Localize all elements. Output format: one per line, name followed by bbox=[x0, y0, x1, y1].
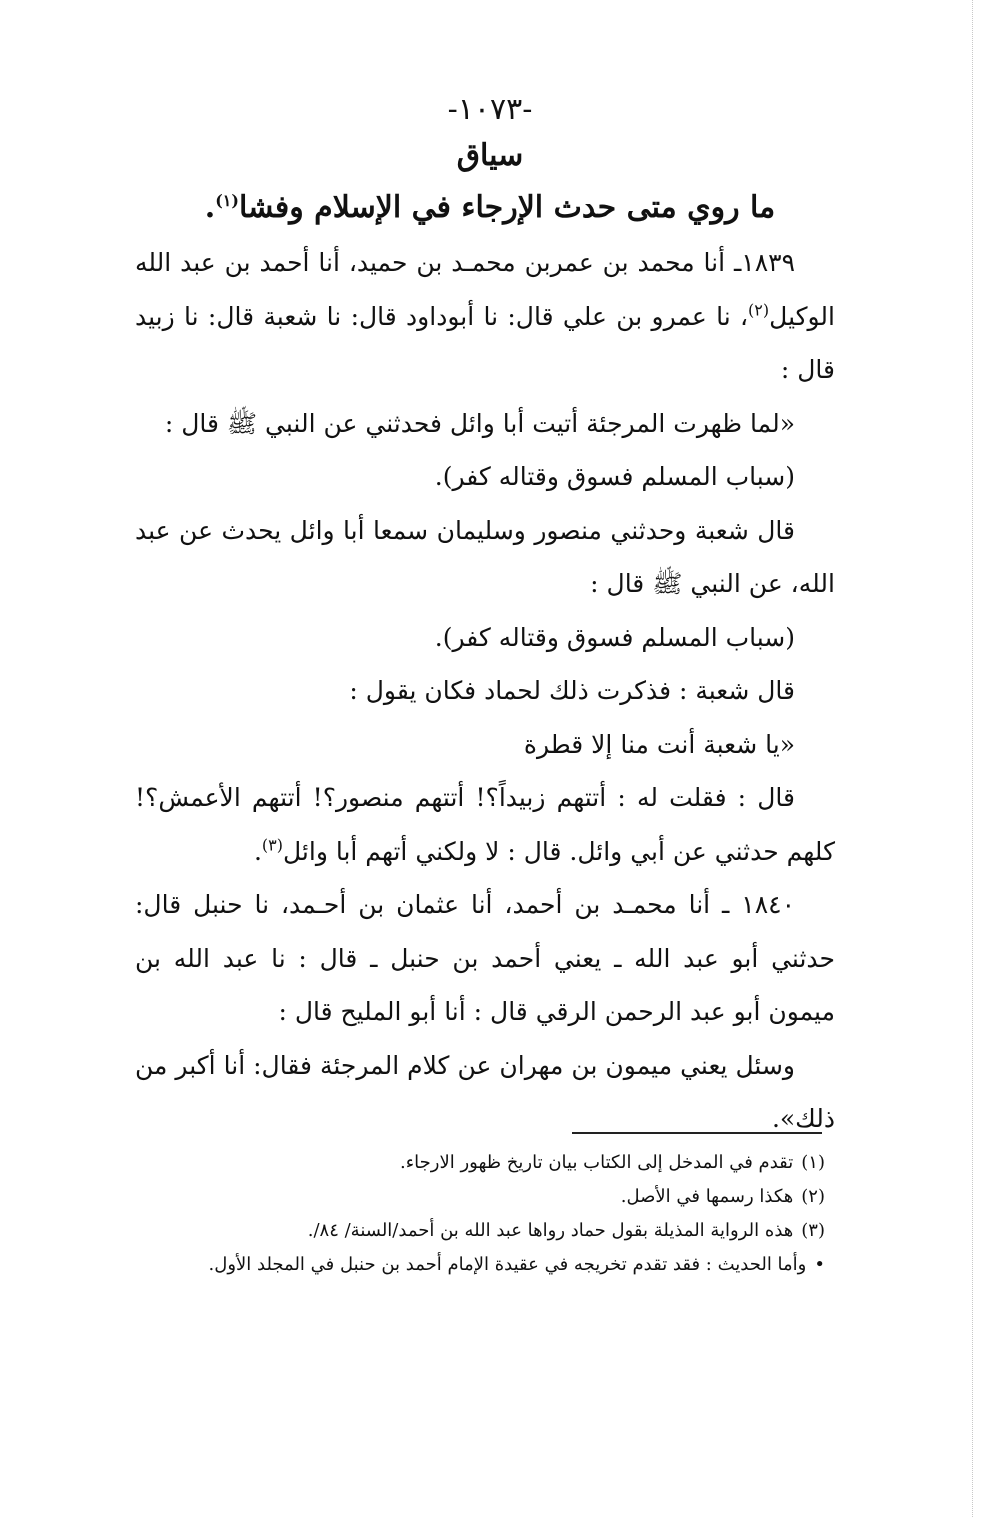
paragraph-1839-text-b: ، نا عمرو بن علي قال: نا أبوداود قال: نا شعبة قال: نا زبيد قال : bbox=[135, 301, 835, 384]
narration-shuba: قال شعبة وحدثني منصور وسليمان سمعا أبا وائل يحدث عن عبد الله، عن النبي ﷺ قال : bbox=[135, 515, 835, 598]
paragraph-1840: ١٨٤٠ ـ أنا محمـد بن أحمد، أنا عثمان بن أحـمد، نا حنبل قال: حدثني أبو عبد الله ـ يعني أحمد بن حنبل ـ قال : نا عبد الله بن ميمون أبو عبد الرحمن الرقي قال : أنا أبو المليح قال : bbox=[135, 890, 835, 1026]
hadith-text-1: (سباب المسلم فسوق وقتاله كفر). bbox=[434, 462, 795, 491]
chapter-footnote-ref: (١) bbox=[215, 191, 239, 210]
footnote-4-marker: • bbox=[814, 1254, 825, 1275]
footnote-ref-3: (٣) bbox=[261, 835, 283, 855]
maymun-quote: وسئل يعني ميمون بن مهران عن كلام المرجئة فقال: أنا أكبر من ذلك». bbox=[135, 1050, 835, 1133]
footnote-3-text: هذه الرواية المذيلة بقول حماد رواها عبد الله بن أحمد/السنة/ ٨٤/. bbox=[307, 1220, 794, 1241]
section-title: سياق bbox=[456, 138, 524, 173]
page-edge-line bbox=[972, 0, 973, 1517]
chapter-title-text: ما روي متى حدث الإرجاء في الإسلام وفشا bbox=[238, 190, 776, 225]
footnotes bbox=[135, 1146, 825, 1282]
footnote-1-marker: (١) bbox=[801, 1152, 825, 1173]
footnote-2-text: هكذا رسمها في الأصل. bbox=[620, 1186, 794, 1207]
footnote-4-text: وأما الحديث : فقد تقدم تخريجه في عقيدة الإمام أحمد بن حنبل في المجلد الأول. bbox=[208, 1254, 807, 1275]
footnote-ref-2: (٢) bbox=[748, 300, 770, 320]
dialogue-paragraph bbox=[135, 771, 835, 878]
paragraph-1839 bbox=[135, 236, 835, 397]
footnote-1 bbox=[135, 1146, 825, 1180]
footnote-separator bbox=[572, 1132, 822, 1134]
footnote-3-marker: (٣) bbox=[801, 1220, 825, 1241]
chapter-title: ما روي متى حدث الإرجاء في الإسلام وفشا$^{(١)}$. bbox=[204, 190, 776, 225]
hadith-text-2: (سباب المسلم فسوق وقتاله كفر). bbox=[434, 622, 795, 652]
footnote-3 bbox=[135, 1214, 825, 1248]
paragraph-1839-text-a: ١٨٣٩ـ أنا محمد بن عمربن محمـد بن حميد، أنا أحمد بن عبد الله الوكيل bbox=[135, 248, 835, 331]
dialogue-text-b: . bbox=[253, 836, 262, 866]
page-number: -١٠٧٣- bbox=[447, 92, 533, 127]
hadith-quote-1: «لما ظهرت المرجئة أتيت أبا وائل فحدثني عن النبي ﷺ قال : bbox=[164, 408, 795, 438]
hammad-quote: «يا شعبة أنت منا إلا قطرة bbox=[523, 729, 795, 759]
shuba-statement: قال شعبة : فذكرت ذلك لحماد فكان يقول : bbox=[349, 676, 795, 705]
footnote-2-marker: (٢) bbox=[801, 1186, 825, 1207]
dialogue-text-a: قال : فقلت له : أتتهم زبيداً؟! أتتهم منصور؟! أتتهم الأعمش؟! كلهم حدثني عن أبي وائل. قال : لا ولكني أتهم أبا وائل bbox=[135, 783, 835, 866]
main-text bbox=[135, 236, 835, 1146]
footnote-1-text: تقدم في المدخل إلى الكتاب بيان تاريخ ظهور الارجاء. bbox=[399, 1152, 794, 1173]
footnote-2 bbox=[135, 1180, 825, 1214]
footnote-4 bbox=[135, 1248, 825, 1282]
